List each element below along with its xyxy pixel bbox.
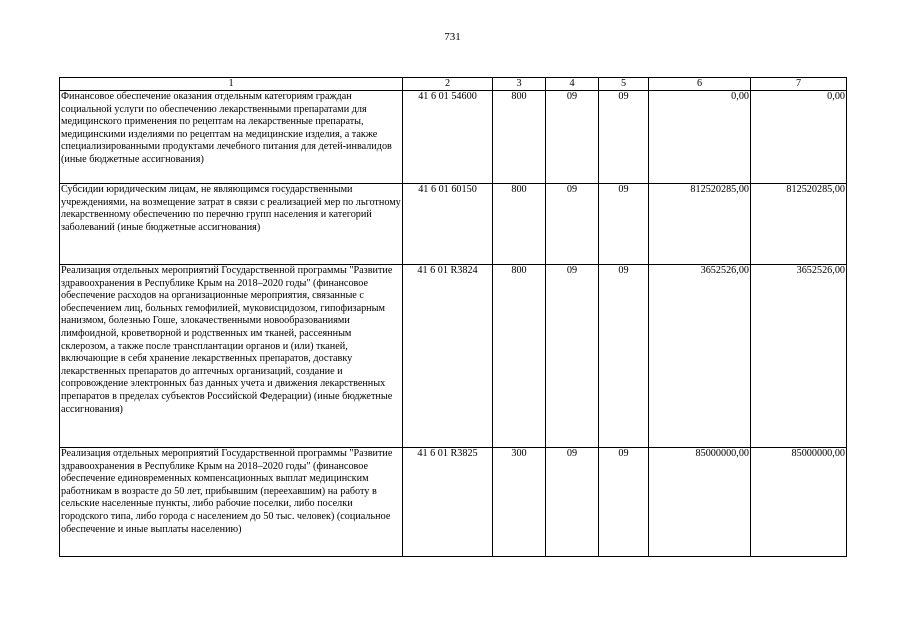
- row-name: Финансовое обеспечение оказания отдельным категориям граждан социальной услуги по обеспечению лекарственными препаратами для медицинского применения по рецептам на лекарственные препараты, медицинскими изделиями по рецептам на медицинские изделия, а также специализированными продуктами лечебного питания для детей-инвалидов (иные бюджетные ассигнования): [60, 91, 403, 184]
- row-section: 09: [546, 91, 599, 184]
- header-row: [60, 78, 847, 91]
- row-name: Субсидии юридическим лицам, не являющимся государственными учреждениями, на возмещение затрат в связи с реализацией мер по льготному лекарственному обеспечению по перечню групп населения и категорий заболеваний (иные бюджетные ассигнования): [60, 184, 403, 265]
- row-amount-7: 812520285,00: [751, 184, 847, 265]
- row-amount-6: 3652526,00: [649, 265, 751, 448]
- budget-table: [59, 77, 847, 557]
- table-row: [60, 448, 847, 557]
- row-amount-6: 0,00: [649, 91, 751, 184]
- column-header-3: 3: [493, 78, 546, 91]
- page-number: 731: [444, 31, 461, 43]
- column-header-2: 2: [403, 78, 493, 91]
- row-subsection: 09: [599, 448, 649, 557]
- row-amount-7: 0,00: [751, 91, 847, 184]
- column-header-1: 1: [60, 78, 403, 91]
- table-row: [60, 184, 847, 265]
- row-code: 41 6 01 R3824: [403, 265, 493, 448]
- row-expense-type: 300: [493, 448, 546, 557]
- row-amount-7: 85000000,00: [751, 448, 847, 557]
- row-amount-7: 3652526,00: [751, 265, 847, 448]
- table-row: [60, 91, 847, 184]
- row-name: Реализация отдельных мероприятий Государственной программы "Развитие здравоохранения в Республике Крым на 2018–2020 годы" (финансовое обеспечение единовременных компенсационных выплат медицинским работникам в возрасте до 50 лет, прибывшим (переехавшим) на работу в сельские населенные пункты, либо рабочие поселки, либо поселки городского типа, либо города с населением до 50 тыс. человек) (социальное обеспечение и иные выплаты населению): [60, 448, 403, 557]
- row-section: 09: [546, 184, 599, 265]
- row-expense-type: 800: [493, 265, 546, 448]
- row-section: 09: [546, 265, 599, 448]
- row-code: 41 6 01 54600: [403, 91, 493, 184]
- column-header-7: 7: [751, 78, 847, 91]
- table-row: [60, 265, 847, 448]
- row-code: 41 6 01 60150: [403, 184, 493, 265]
- column-header-6: 6: [649, 78, 751, 91]
- row-subsection: 09: [599, 91, 649, 184]
- row-amount-6: 85000000,00: [649, 448, 751, 557]
- row-name: Реализация отдельных мероприятий Государственной программы "Развитие здравоохранения в Республике Крым на 2018–2020 годы" (финансовое обеспечение расходов на организационные мероприятия, связанные с обеспечением лиц, больных гемофилией, муковисцидозом, гипофизарным нанизмом, болезнью Гоше, злокачественными новообразованиями лимфоидной, кроветворной и родственных им тканей, рассеянным склерозом, а также после трансплантации органов и (или) тканей, включающие в себя хранение лекарственных препаратов, доставку лекарственных препаратов до аптечных организаций, создание и сопровождение электронных баз данных учета и движения лекарственных препаратов в пределах субъектов Российской Федерации) (иные бюджетные ассигнования): [60, 265, 403, 448]
- row-amount-6: 812520285,00: [649, 184, 751, 265]
- row-expense-type: 800: [493, 91, 546, 184]
- column-header-4: 4: [546, 78, 599, 91]
- row-section: 09: [546, 448, 599, 557]
- column-header-5: 5: [599, 78, 649, 91]
- row-expense-type: 800: [493, 184, 546, 265]
- row-subsection: 09: [599, 265, 649, 448]
- row-subsection: 09: [599, 184, 649, 265]
- row-code: 41 6 01 R3825: [403, 448, 493, 557]
